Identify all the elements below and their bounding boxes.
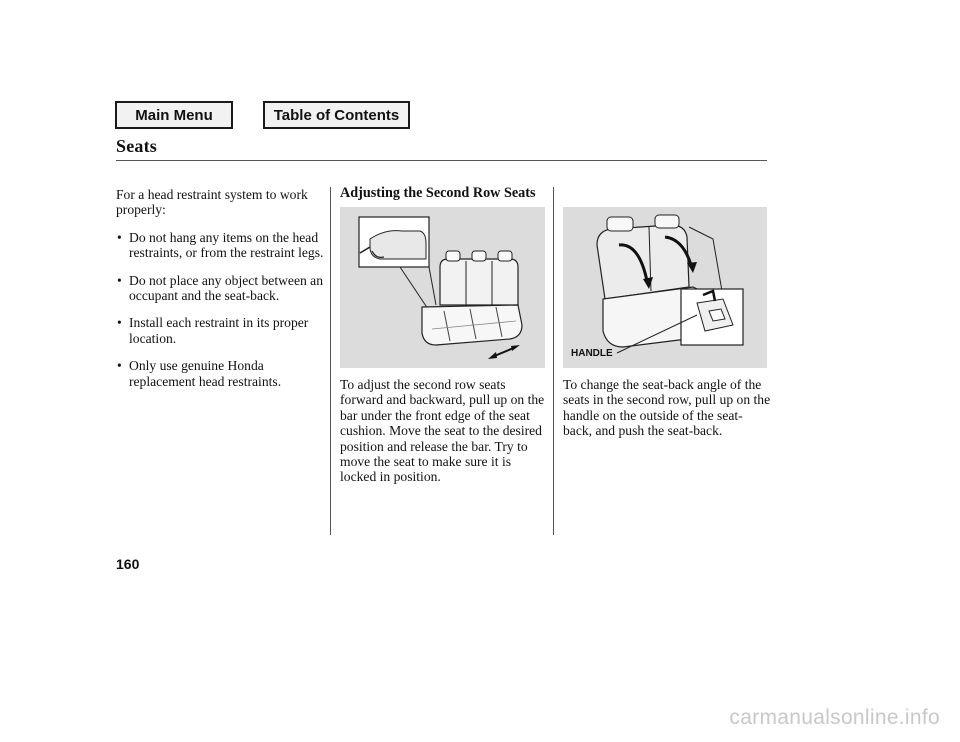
subsection-heading: Adjusting the Second Row Seats [340, 185, 536, 201]
recline-instructions: To change the seat-back angle of the seats in the second row, pull up on the handle on the outside of the seat-back, and push the seat-back. [563, 377, 771, 439]
main-menu-button[interactable]: Main Menu [115, 101, 233, 129]
handle-label: HANDLE [571, 348, 613, 359]
column-divider [553, 187, 554, 535]
seat-recline-illustration [563, 207, 767, 368]
header-divider [116, 160, 767, 161]
seat-slide-illustration [340, 207, 545, 368]
head-restraint-column [116, 187, 324, 389]
list-item: • Only use genuine Honda replacement head restraints. [116, 358, 324, 389]
list-item: • Install each restraint in its proper location. [116, 315, 324, 346]
watermark: carmanualsonline.info [729, 706, 940, 729]
seat-recline-icon [563, 207, 767, 368]
seat-slide-icon [340, 207, 545, 368]
table-of-contents-button[interactable]: Table of Contents [263, 101, 410, 129]
list-item: • Do not hang any items on the head restraints, or from the restraint legs. [116, 230, 324, 261]
restraint-bullet-list [116, 230, 324, 389]
page-number: 160 [116, 556, 140, 572]
list-item: • Do not place any object between an occupant and the seat-back. [116, 273, 324, 304]
intro-text: For a head restraint system to work properly: [116, 187, 308, 218]
section-title: Seats [116, 136, 157, 156]
slide-instructions: To adjust the second row seats forward and backward, pull up on the bar under the front edge of the seat cushion. Move the seat to the desired position and release the bar. Try to move the seat to make sure it is locked in position. [340, 377, 545, 485]
column-divider [330, 187, 331, 535]
